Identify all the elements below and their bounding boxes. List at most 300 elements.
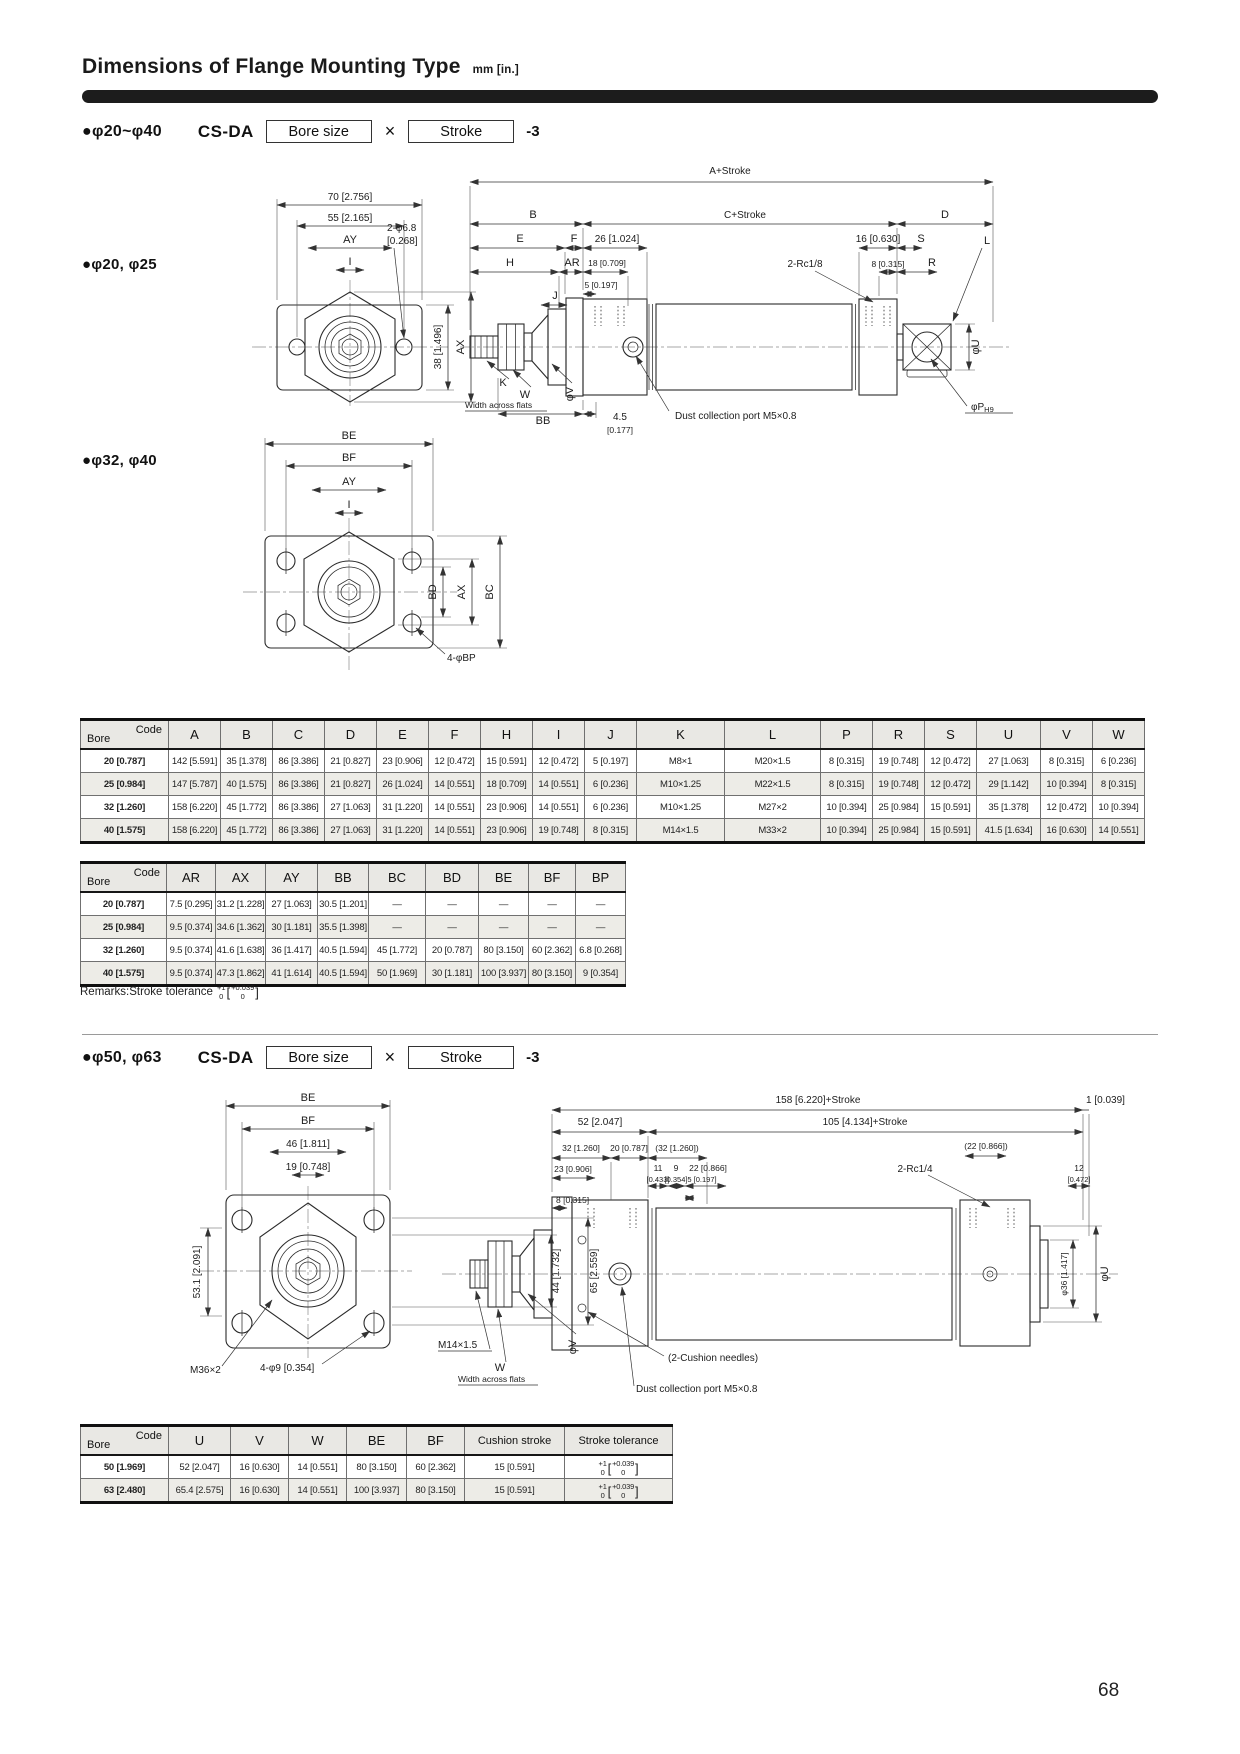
dim-label-k: K — [499, 377, 507, 389]
table-cell: 15 [0.591] — [925, 796, 977, 819]
table-cell: 8 [0.315] — [821, 749, 873, 773]
dim-label-f: F — [570, 233, 578, 245]
table-cell: 27 [1.063] — [266, 892, 318, 916]
dim-label-55: 55 [2.165] — [327, 213, 373, 224]
tol-top: +1 — [216, 983, 226, 992]
table-cell: — — [529, 916, 576, 939]
table-cell: 40 [1.575] — [221, 773, 273, 796]
table-cell: — — [426, 892, 479, 916]
model-suffix: -3 — [526, 123, 540, 140]
dim-label-bd: BD — [427, 584, 439, 600]
dim-label-46: 46 [1.811] — [286, 1139, 330, 1150]
bracket-open: [ — [607, 1483, 612, 1499]
table-cell: 15 [0.591] — [465, 1455, 565, 1479]
dim-label-be: BE — [341, 430, 357, 442]
corner-bore: Bore — [87, 876, 111, 888]
tol-bottom: 0 — [219, 991, 224, 1001]
col-header: F — [429, 720, 481, 750]
table-cell: — — [479, 892, 529, 916]
section1-header — [82, 120, 540, 143]
dim-label-8: 8 [0.315] — [871, 259, 905, 269]
model-code: CS-DA — [197, 1047, 254, 1067]
col-header: J — [585, 720, 637, 750]
col-header: AY — [266, 863, 318, 893]
col-header: E — [377, 720, 429, 750]
table-cell: 45 [1.772] — [369, 939, 426, 962]
side-view-phi50-63 — [430, 1090, 1130, 1410]
table-cell: 80 [3.150] — [479, 939, 529, 962]
width-across-flats-note: Width across flats — [458, 1374, 526, 1384]
col-header: W — [289, 1426, 347, 1456]
thread-note-m14: M14×1.5 — [438, 1340, 478, 1351]
table-cell: 80 [3.150] — [407, 1479, 465, 1503]
dimension-table-secondary — [80, 861, 626, 987]
corner-code: Code — [135, 724, 162, 736]
table-cell: 14 [0.551] — [429, 796, 481, 819]
hole-note-line2: [0.268] — [387, 236, 418, 247]
col-header: V — [231, 1426, 289, 1456]
table-cell: 16 [0.630] — [231, 1479, 289, 1503]
dim-label-8: 8 [0.315] — [556, 1195, 590, 1205]
stroke-box: Stroke — [408, 120, 514, 143]
table-cell: 35 [1.378] — [221, 749, 273, 773]
col-header: A — [169, 720, 221, 750]
dim-label-9-inch: [0.354] — [664, 1175, 688, 1184]
dim-label-e: E — [516, 233, 524, 245]
table-cell: 6 [0.236] — [585, 796, 637, 819]
table-row — [81, 1479, 673, 1503]
table-cell: 15 [0.591] — [465, 1479, 565, 1503]
dim-label-105-stroke: 105 [4.134]+Stroke — [822, 1117, 908, 1128]
table-cell: — — [529, 892, 576, 916]
table-cell: 18 [0.709] — [481, 773, 533, 796]
dim-label-h: H — [506, 257, 514, 269]
dim-label-i: I — [348, 256, 352, 268]
dim-label-52: 52 [2.047] — [577, 1117, 623, 1128]
model-code: CS-DA — [197, 121, 254, 141]
table-cell: — — [426, 916, 479, 939]
tol-inch-top: +0.039 — [231, 983, 255, 992]
table-cell: 60 [2.362] — [529, 939, 576, 962]
table-cell: 35.5 [1.398] — [318, 916, 369, 939]
table-cell: 45 [1.772] — [221, 819, 273, 843]
dim-label-c-stroke: C+Stroke — [724, 210, 766, 221]
dim-label-16: 16 [0.630] — [855, 234, 901, 245]
col-header: BE — [347, 1426, 407, 1456]
tol-top: +1 — [598, 1459, 607, 1468]
col-header: K — [637, 720, 725, 750]
table-cell: 41 [1.614] — [266, 962, 318, 986]
bore-cell: 50 [1.969] — [81, 1455, 169, 1479]
dim-label-158-stroke: 158 [6.220]+Stroke — [775, 1095, 861, 1106]
dim-label-32p: (32 [1.260]) — [655, 1143, 699, 1153]
table-cell: 40.5 [1.594] — [318, 962, 369, 986]
bracket-open: [ — [607, 1460, 612, 1476]
page-title — [82, 55, 519, 79]
table-cell: 9.5 [0.374] — [167, 962, 216, 986]
table-cell: 65.4 [2.575] — [169, 1479, 231, 1503]
dim-label-32: 32 [1.260] — [562, 1143, 600, 1153]
table-cell: 20 [0.787] — [426, 939, 479, 962]
table-cell: — — [576, 916, 626, 939]
front-view-phi20-25 — [248, 158, 478, 408]
cushion-needles-note: (2-Cushion needles) — [668, 1353, 759, 1364]
table-cell: 86 [3.386] — [273, 796, 325, 819]
section1-range-label: ●φ20~φ40 — [82, 122, 162, 140]
table-cell: 23 [0.906] — [481, 796, 533, 819]
dim-label-phi36: φ36 [1.417] — [1059, 1252, 1069, 1296]
table-cell: 21 [0.827] — [325, 773, 377, 796]
table-cell: 86 [3.386] — [273, 819, 325, 843]
title-text: Dimensions of Flange Mounting Type — [82, 55, 461, 78]
corner-cell — [81, 863, 167, 893]
col-header: BE — [479, 863, 529, 893]
unit-label: mm [in.] — [472, 64, 519, 76]
table-cell: 14 [0.551] — [533, 796, 585, 819]
dim-label-5: 5 [0.197] — [687, 1175, 717, 1184]
col-header: BB — [318, 863, 369, 893]
table-cell: 86 [3.386] — [273, 773, 325, 796]
bore-size-box: Bore size — [266, 120, 372, 143]
col-header: U — [169, 1426, 231, 1456]
table-cell: 80 [3.150] — [529, 962, 576, 986]
col-header: AX — [216, 863, 266, 893]
dim-label-22p: (22 [0.866]) — [964, 1141, 1008, 1151]
table-cell: 6 [0.236] — [1093, 749, 1145, 773]
table-cell: M27×2 — [725, 796, 821, 819]
table-cell: 60 [2.362] — [407, 1455, 465, 1479]
dimension-lines — [277, 199, 476, 402]
col-header: Cushion stroke — [465, 1426, 565, 1456]
bracket-close: ] — [255, 984, 259, 1000]
table-cell: 100 [3.937] — [347, 1479, 407, 1503]
table-cell: 41.6 [1.638] — [216, 939, 266, 962]
table-cell: 9 [0.354] — [576, 962, 626, 986]
dim-label-be: BE — [300, 1092, 316, 1104]
bore-cell: 40 [1.575] — [81, 819, 169, 843]
dim-label-26: 26 [1.024] — [594, 234, 640, 245]
dim-label-ay: AY — [343, 234, 357, 246]
dim-label-1: 1 [0.039] — [1086, 1095, 1125, 1106]
table-cell: M33×2 — [725, 819, 821, 843]
col-header: H — [481, 720, 533, 750]
col-header: P — [821, 720, 873, 750]
table-cell: 12 [0.472] — [429, 749, 481, 773]
dim-label-9: 9 — [673, 1163, 679, 1173]
table-cell: 47.3 [1.862] — [216, 962, 266, 986]
header-row — [81, 863, 626, 893]
dim-label-ar: AR — [564, 257, 580, 269]
table-cell: 26 [1.024] — [377, 773, 429, 796]
dim-label-12-inch: [0.472] — [1067, 1175, 1091, 1184]
table-cell: 12 [0.472] — [925, 773, 977, 796]
col-header: L — [725, 720, 821, 750]
dim-label-5: 5 [0.197] — [584, 280, 618, 290]
table-cell: — — [576, 892, 626, 916]
model-suffix: -3 — [526, 1049, 540, 1066]
dim-label-bc: BC — [484, 584, 496, 600]
dim-label-20: 20 [0.787] — [610, 1143, 648, 1153]
col-header: Stroke tolerance — [565, 1426, 673, 1456]
dim-label-w: W — [519, 389, 531, 401]
section2-range-label: ●φ50, φ63 — [82, 1048, 162, 1066]
table-cell: 147 [5.787] — [169, 773, 221, 796]
table-cell: 21 [0.827] — [325, 749, 377, 773]
bore-size-box: Bore size — [266, 1046, 372, 1069]
dim-label-23: 23 [0.906] — [554, 1164, 592, 1174]
stroke-box: Stroke — [408, 1046, 514, 1069]
header-row — [81, 1426, 673, 1456]
col-header: AR — [167, 863, 216, 893]
table-cell: 19 [0.748] — [533, 819, 585, 843]
port-thread-note: 2-Rc1/8 — [787, 259, 823, 270]
dim-label-s: S — [917, 233, 925, 245]
table-cell: 27 [1.063] — [977, 749, 1041, 773]
dim-label-44: 44 [1.732] — [551, 1248, 562, 1294]
dim-label-b: B — [529, 209, 537, 221]
hole-note-4phi9: 4-φ9 [0.354] — [260, 1363, 315, 1374]
side-view-phi20-25 — [455, 158, 1020, 448]
table-cell: — — [479, 916, 529, 939]
table-cell: 10 [0.394] — [1041, 773, 1093, 796]
table-row — [81, 962, 626, 986]
bore-cell: 32 [1.260] — [81, 796, 169, 819]
dim-label-11-inch: [0.433] — [646, 1175, 670, 1184]
tol-inch-bottom: 0 — [621, 1467, 626, 1477]
table-cell: M20×1.5 — [725, 749, 821, 773]
sub-label-phi20-25: ●φ20, φ25 — [82, 256, 157, 273]
dim-label-531: 53.1 [2.091] — [192, 1245, 203, 1299]
dim-label-45: 4.5 — [613, 412, 627, 423]
table-cell: 31 [1.220] — [377, 796, 429, 819]
table-cell: 158 [6.220] — [169, 796, 221, 819]
table-cell: 23 [0.906] — [481, 819, 533, 843]
hole-note-4bp: 4-φBP — [447, 653, 476, 664]
bore-cell: 32 [1.260] — [81, 939, 167, 962]
dim-label-r: R — [928, 257, 936, 269]
dim-label-phi-u: φU — [970, 339, 982, 355]
table-row — [81, 939, 626, 962]
table-cell: 35 [1.378] — [977, 796, 1041, 819]
table-cell: M14×1.5 — [637, 819, 725, 843]
bore-cell: 20 [0.787] — [81, 892, 167, 916]
dim-label-65: 65 [2.559] — [589, 1248, 600, 1294]
table-cell: 30.5 [1.201] — [318, 892, 369, 916]
sub-label-phi32-40: ●φ32, φ40 — [82, 452, 157, 469]
bore-cell: 25 [0.984] — [81, 916, 167, 939]
dim-label-22: 22 [0.866] — [689, 1163, 727, 1173]
flange-outline — [252, 280, 448, 406]
table-row — [81, 892, 626, 916]
table-cell: 25 [0.984] — [873, 796, 925, 819]
table-cell: 14 [0.551] — [289, 1455, 347, 1479]
table-cell: M22×1.5 — [725, 773, 821, 796]
table-cell: 31 [1.220] — [377, 819, 429, 843]
table-cell: 12 [0.472] — [1041, 796, 1093, 819]
dim-label-11: 11 — [653, 1163, 663, 1173]
dim-label-l: L — [983, 235, 991, 247]
cylinder-outline — [460, 298, 1011, 396]
table-row — [81, 916, 626, 939]
table-cell: 12 [0.472] — [533, 749, 585, 773]
table-cell: 15 [0.591] — [481, 749, 533, 773]
tol-top: +1 — [598, 1482, 607, 1491]
dim-label-12: 12 — [1074, 1163, 1084, 1173]
corner-cell — [81, 720, 169, 750]
front-view-phi32-40 — [195, 420, 525, 675]
dim-label-bb: BB — [535, 415, 551, 427]
stroke-tolerance-cell — [565, 1479, 673, 1503]
table-cell: 14 [0.551] — [533, 773, 585, 796]
remarks-note — [80, 984, 259, 1000]
thread-note-m36: M36×2 — [190, 1365, 221, 1376]
table-cell: 8 [0.315] — [585, 819, 637, 843]
col-header: BF — [407, 1426, 465, 1456]
col-header: D — [325, 720, 377, 750]
dimension-lines — [438, 1110, 1102, 1386]
table-cell: 30 [1.181] — [426, 962, 479, 986]
table-row — [81, 1455, 673, 1479]
dim-label-18: 18 [0.709] — [588, 258, 626, 268]
table-cell: 19 [0.748] — [873, 749, 925, 773]
dim-label-bf: BF — [300, 1115, 316, 1127]
col-header: U — [977, 720, 1041, 750]
table-cell: 36 [1.417] — [266, 939, 318, 962]
table-cell: 41.5 [1.634] — [977, 819, 1041, 843]
corner-bore: Bore — [87, 1439, 111, 1451]
table-cell: 142 [5.591] — [169, 749, 221, 773]
col-header: BC — [369, 863, 426, 893]
col-header: BP — [576, 863, 626, 893]
corner-code: Code — [133, 867, 160, 879]
table-cell: 50 [1.969] — [369, 962, 426, 986]
table-cell: 10 [0.394] — [821, 819, 873, 843]
table-cell: 80 [3.150] — [347, 1455, 407, 1479]
section2-header — [82, 1046, 539, 1069]
corner-code: Code — [135, 1430, 162, 1442]
table-cell: M10×1.25 — [637, 773, 725, 796]
table-cell: 27 [1.063] — [325, 796, 377, 819]
title-rule-bar — [82, 90, 1158, 103]
dim-label-ax: AX — [456, 584, 468, 600]
table-cell: 16 [0.630] — [1041, 819, 1093, 843]
dust-port-note: Dust collection port M5×0.8 — [636, 1384, 758, 1395]
table-cell: 40.5 [1.594] — [318, 939, 369, 962]
dim-label-w: W — [494, 1362, 506, 1374]
col-header: V — [1041, 720, 1093, 750]
table-cell: 14 [0.551] — [1093, 819, 1145, 843]
table-cell: 6 [0.236] — [585, 773, 637, 796]
table-cell: 10 [0.394] — [821, 796, 873, 819]
table-cell: 45 [1.772] — [221, 796, 273, 819]
multiply-sign: × — [384, 1047, 396, 1067]
bore-cell: 25 [0.984] — [81, 773, 169, 796]
bracket-close: ] — [635, 1460, 639, 1476]
bore-cell: 40 [1.575] — [81, 962, 167, 986]
page-number: 68 — [1098, 1680, 1120, 1701]
col-header: I — [533, 720, 585, 750]
table-cell: 158 [6.220] — [169, 819, 221, 843]
table-cell: 5 [0.197] — [585, 749, 637, 773]
dim-label-phi-u: φU — [1099, 1266, 1111, 1282]
table-cell: — — [369, 892, 426, 916]
stroke-tolerance-cell — [565, 1455, 673, 1479]
table-cell: 34.6 [1.362] — [216, 916, 266, 939]
dimension-table-main — [80, 718, 1145, 844]
table-cell: 9.5 [0.374] — [167, 939, 216, 962]
table-cell: 86 [3.386] — [273, 749, 325, 773]
table-cell: 16 [0.630] — [231, 1455, 289, 1479]
col-header: BD — [426, 863, 479, 893]
tol-inch-bottom: 0 — [621, 1490, 626, 1500]
dim-label-a-stroke: A+Stroke — [709, 166, 751, 177]
port-thread-note: 2-Rc1/4 — [897, 1164, 933, 1175]
width-across-flats-note: Width across flats — [465, 400, 533, 410]
tol-inch-top: +0.039 — [612, 1459, 635, 1468]
table-cell: 27 [1.063] — [325, 819, 377, 843]
table-cell: 6.8 [0.268] — [576, 939, 626, 962]
table-row — [81, 749, 1145, 773]
dim-label-bf: BF — [341, 452, 357, 464]
table-cell: 30 [1.181] — [266, 916, 318, 939]
table-row — [81, 796, 1145, 819]
tol-inch-bottom: 0 — [240, 991, 245, 1001]
section-divider — [82, 1034, 1158, 1035]
col-header: W — [1093, 720, 1145, 750]
table-cell: M10×1.25 — [637, 796, 725, 819]
bore-cell: 63 [2.480] — [81, 1479, 169, 1503]
bracket-close: ] — [635, 1483, 639, 1499]
tol-bottom: 0 — [600, 1467, 605, 1477]
table-cell: 8 [0.315] — [1093, 773, 1145, 796]
dim-label-ay: AY — [342, 476, 356, 488]
col-header: C — [273, 720, 325, 750]
table-cell: 14 [0.551] — [429, 819, 481, 843]
col-header: B — [221, 720, 273, 750]
dim-label-45-inch: [0.177] — [607, 425, 633, 435]
table-cell: 8 [0.315] — [821, 773, 873, 796]
table-cell: 23 [0.906] — [377, 749, 429, 773]
hole-note-line1: 2-φ6.8 — [387, 223, 417, 234]
table-cell: — — [369, 916, 426, 939]
dust-port-note: Dust collection port M5×0.8 — [675, 411, 797, 422]
table-cell: 10 [0.394] — [1093, 796, 1145, 819]
dimension-lines — [265, 438, 507, 654]
dimension-table-phi50-63 — [80, 1424, 673, 1504]
table-cell: 25 [0.984] — [873, 819, 925, 843]
table-cell: 14 [0.551] — [289, 1479, 347, 1503]
tol-inch-top: +0.039 — [612, 1482, 635, 1491]
col-header: BF — [529, 863, 576, 893]
flange-outline — [243, 518, 457, 670]
table-cell: 7.5 [0.295] — [167, 892, 216, 916]
cylinder-outline — [442, 1197, 1118, 1350]
stroke-tolerance-value — [217, 984, 259, 1000]
table-cell: 29 [1.142] — [977, 773, 1041, 796]
dim-label-19: 19 [0.748] — [285, 1162, 331, 1173]
dim-label-d: D — [941, 209, 949, 221]
table-row — [81, 819, 1145, 843]
table-cell: 12 [0.472] — [925, 749, 977, 773]
table-cell: 8 [0.315] — [1041, 749, 1093, 773]
dim-label-phi-p: $\varphi P_{H9}$ — [971, 402, 994, 414]
flange-outline — [200, 1186, 412, 1358]
header-row — [81, 720, 1145, 750]
col-header: S — [925, 720, 977, 750]
table-cell: M8×1 — [637, 749, 725, 773]
tol-bottom: 0 — [600, 1490, 605, 1500]
dim-label-j: J — [552, 290, 558, 302]
